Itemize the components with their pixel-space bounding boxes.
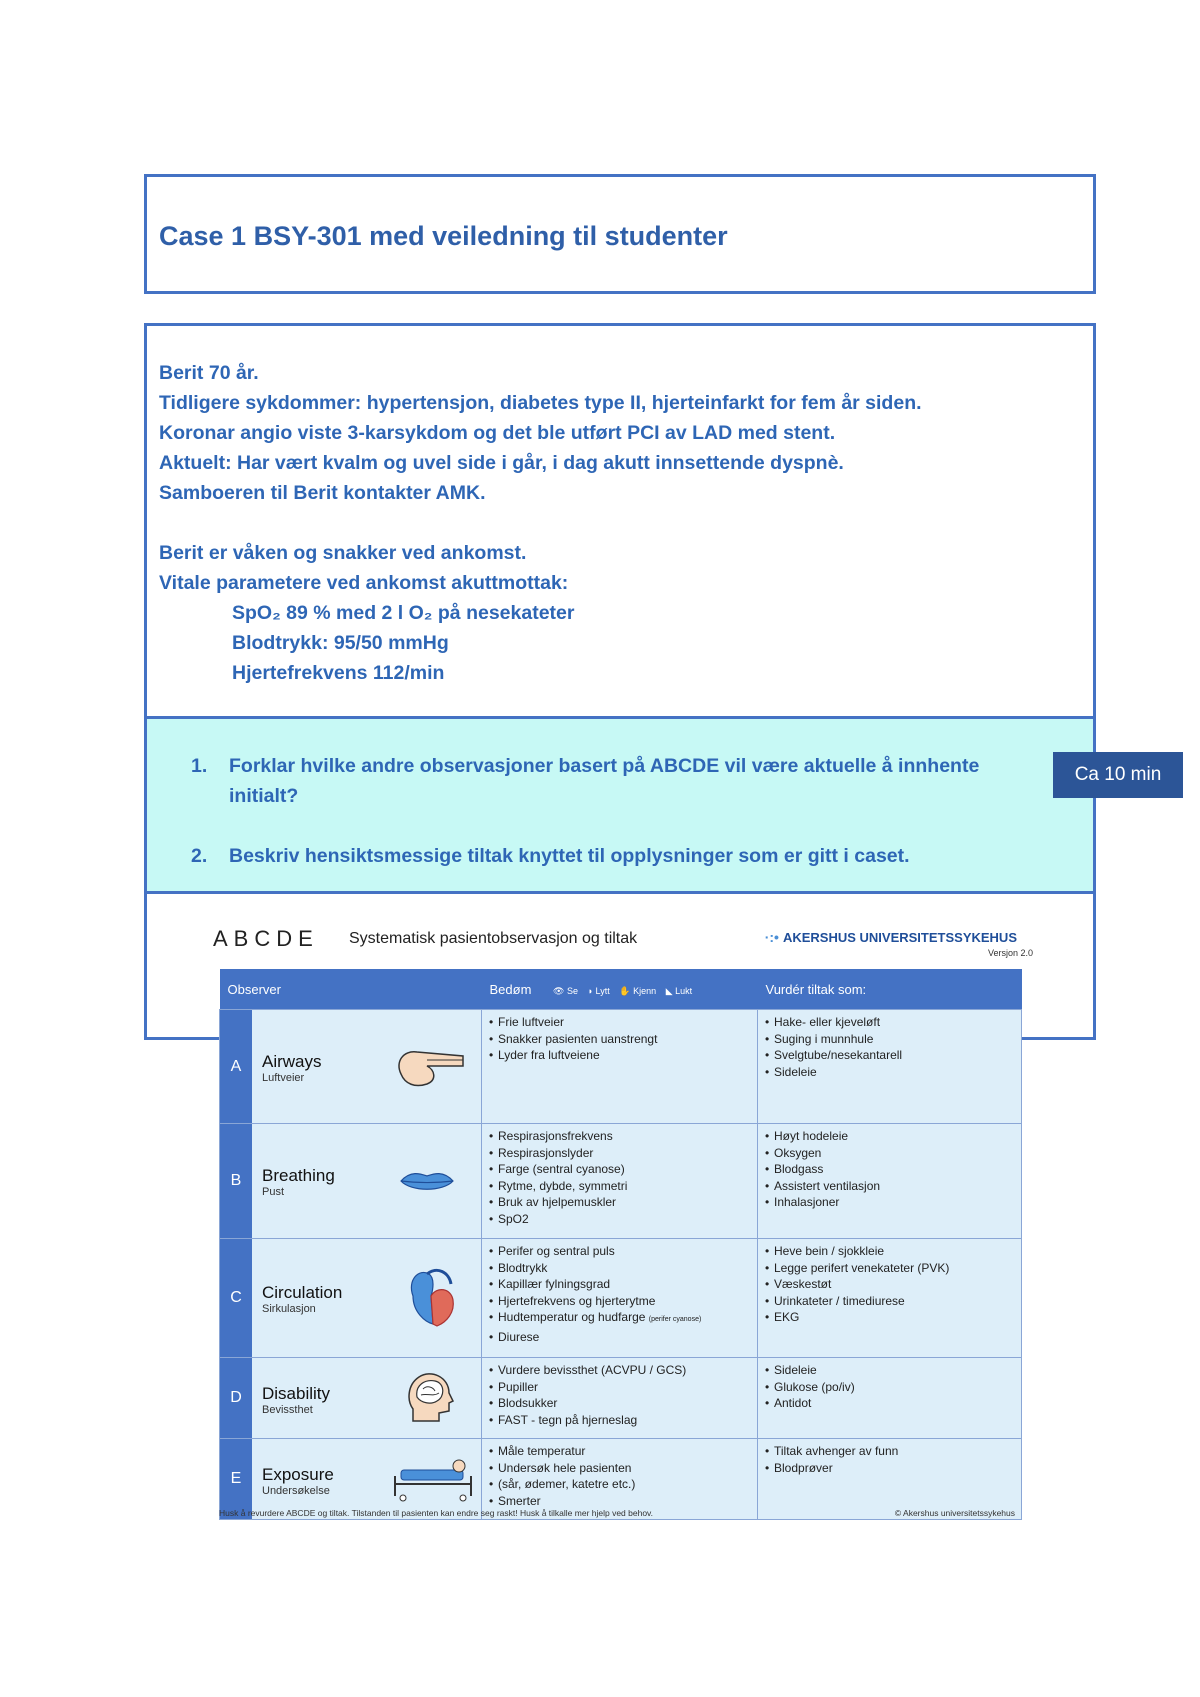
organization-logo: ·:• AKERSHUS UNIVERSITETSSYKEHUS <box>764 929 1017 945</box>
abcde-heading: ABCDE <box>213 926 319 951</box>
letter-b: B <box>220 1124 252 1238</box>
assess-cell: • Perifer og sentral puls • Blodtrykk • Kapillær fylningsgrad • Hjertefrekvens og hjerterytme • Hudtemperatur og hudfarge (perifer cyanose) • Diurese <box>482 1239 758 1358</box>
case-line: Tidligere sykdommer: hypertensjon, diabetes type II, hjerteinfarkt for fem år siden. <box>159 392 922 414</box>
sense-feel: ✋ Kjenn <box>619 985 657 996</box>
measures-cell: • Heve bein / sjokkleie • Legge perifert venekateter (PVK) • Væskestøt • Urinkateter / timediurese • EKG <box>758 1239 1022 1358</box>
question-1: 1. Forklar hvilke andre observasjoner basert på ABCDE vil være aktuelle å innhente initialt? <box>191 755 980 807</box>
vital-blood-pressure: Blodtrykk: 95/50 mmHg <box>232 632 449 654</box>
letter-e: E <box>220 1439 252 1519</box>
airway-icon <box>393 1044 467 1090</box>
sense-listen: ◗ Lytt <box>587 985 610 996</box>
case-line: Samboeren til Berit kontakter AMK. <box>159 482 486 504</box>
logo-dots-icon: ·:• <box>764 929 779 945</box>
row-a <box>220 1010 1022 1124</box>
observe-cell: C Circulation Sirkulasjon <box>220 1239 482 1358</box>
header-observe: Observer <box>220 969 482 1010</box>
case-line: Aktuelt: Har vært kvalm og uvel side i går, i dag akutt innsettende dyspnè. <box>159 452 844 474</box>
case-line: Berit er våken og snakker ved ankomst. <box>159 542 527 564</box>
footer-hint: Husk å revurdere ABCDE og tiltak. Tilstanden til pasienten kan endre seg raskt! Husk å tilkalle mer hjelp ved behov. <box>219 1508 654 1518</box>
assess-cell: • Vurdere bevissthet (ACVPU / GCS) • Pupiller • Blodsukker • FAST - tegn på hjerneslag <box>482 1358 758 1439</box>
patient-bed-icon <box>393 1456 473 1502</box>
row-b <box>220 1124 1022 1239</box>
measures-cell: • Tiltak avhenger av funn • Blodprøver <box>758 1439 1022 1520</box>
case-line: Vitale parametere ved ankomst akuttmottak: <box>159 572 569 594</box>
case-box <box>144 323 1096 1518</box>
vital-heart-rate: Hjertefrekvens 112/min <box>232 662 445 684</box>
row-c <box>220 1239 1022 1358</box>
observe-cell: E Exposure Undersøkelse <box>220 1439 482 1520</box>
vital-spo2: SpO₂ 89 % med 2 l O₂ på nesekateter <box>232 602 575 624</box>
assess-cell: • Måle temperatur • Undersøk hele pasienten • (sår, ødemer, katetre etc.) • Smerter <box>482 1439 758 1520</box>
abcde-subtitle: Systematisk pasientobservasjon og tiltak <box>349 930 638 947</box>
heart-icon <box>403 1266 459 1330</box>
case-line: Berit 70 år. <box>159 362 259 384</box>
copyright: © Akershus universitetssykehus <box>894 1508 1015 1518</box>
header-measures: Vurdér tiltak som: <box>758 969 1022 1010</box>
questions-section <box>147 716 1093 894</box>
abcde-table <box>219 969 1022 1520</box>
case-description <box>159 358 922 688</box>
measures-cell: • Sideleie • Glukose (po/iv) • Antidot <box>758 1358 1022 1439</box>
sense-smell: ◣ Lukt <box>665 985 693 996</box>
time-badge: Ca 10 min <box>1053 752 1183 798</box>
observe-cell: B Breathing Pust <box>220 1124 482 1239</box>
question-2: 2. Beskriv hensiktsmessige tiltak knyttet til opplysninger som er gitt i caset. <box>191 845 910 867</box>
header-assess: Bedøm 👁 Se ◗ Lytt ✋ Kjenn ◣ Lukt <box>482 969 758 1010</box>
version-label: Versjon 2.0 <box>987 948 1033 958</box>
case-line: Koronar angio viste 3-karsykdom og det ble utført PCI av LAD med stent. <box>159 422 836 444</box>
brain-head-icon <box>405 1371 455 1425</box>
lips-icon <box>399 1170 455 1192</box>
observe-cell: A Airways Luftveier <box>220 1010 482 1124</box>
assess-cell: • Respirasjonsfrekvens • Respirasjonslyder • Farge (sentral cyanose) • Rytme, dybde, symmetri • Bruk av hjelpemuskler • SpO2 <box>482 1124 758 1239</box>
letter-c: C <box>220 1239 252 1357</box>
letter-d: D <box>220 1358 252 1438</box>
measures-cell: • Hake- eller kjeveløft • Suging i munnhule • Svelgtube/nesekantarell • Sideleie <box>758 1010 1022 1124</box>
letter-a: A <box>220 1010 252 1123</box>
case-line <box>159 508 922 538</box>
page-title: Case 1 BSY-301 med veiledning til studenter <box>159 221 728 251</box>
measures-cell: • Høyt hodeleie • Oksygen • Blodgass • Assistert ventilasjon • Inhalasjoner <box>758 1124 1022 1239</box>
sense-see: 👁 Se <box>553 985 578 996</box>
observe-cell: D Disability Bevissthet <box>220 1358 482 1439</box>
assess-cell: • Frie luftveier • Snakker pasienten uanstrengt • Lyder fra luftveiene <box>482 1010 758 1124</box>
row-d <box>220 1358 1022 1439</box>
title-box <box>144 174 1096 294</box>
